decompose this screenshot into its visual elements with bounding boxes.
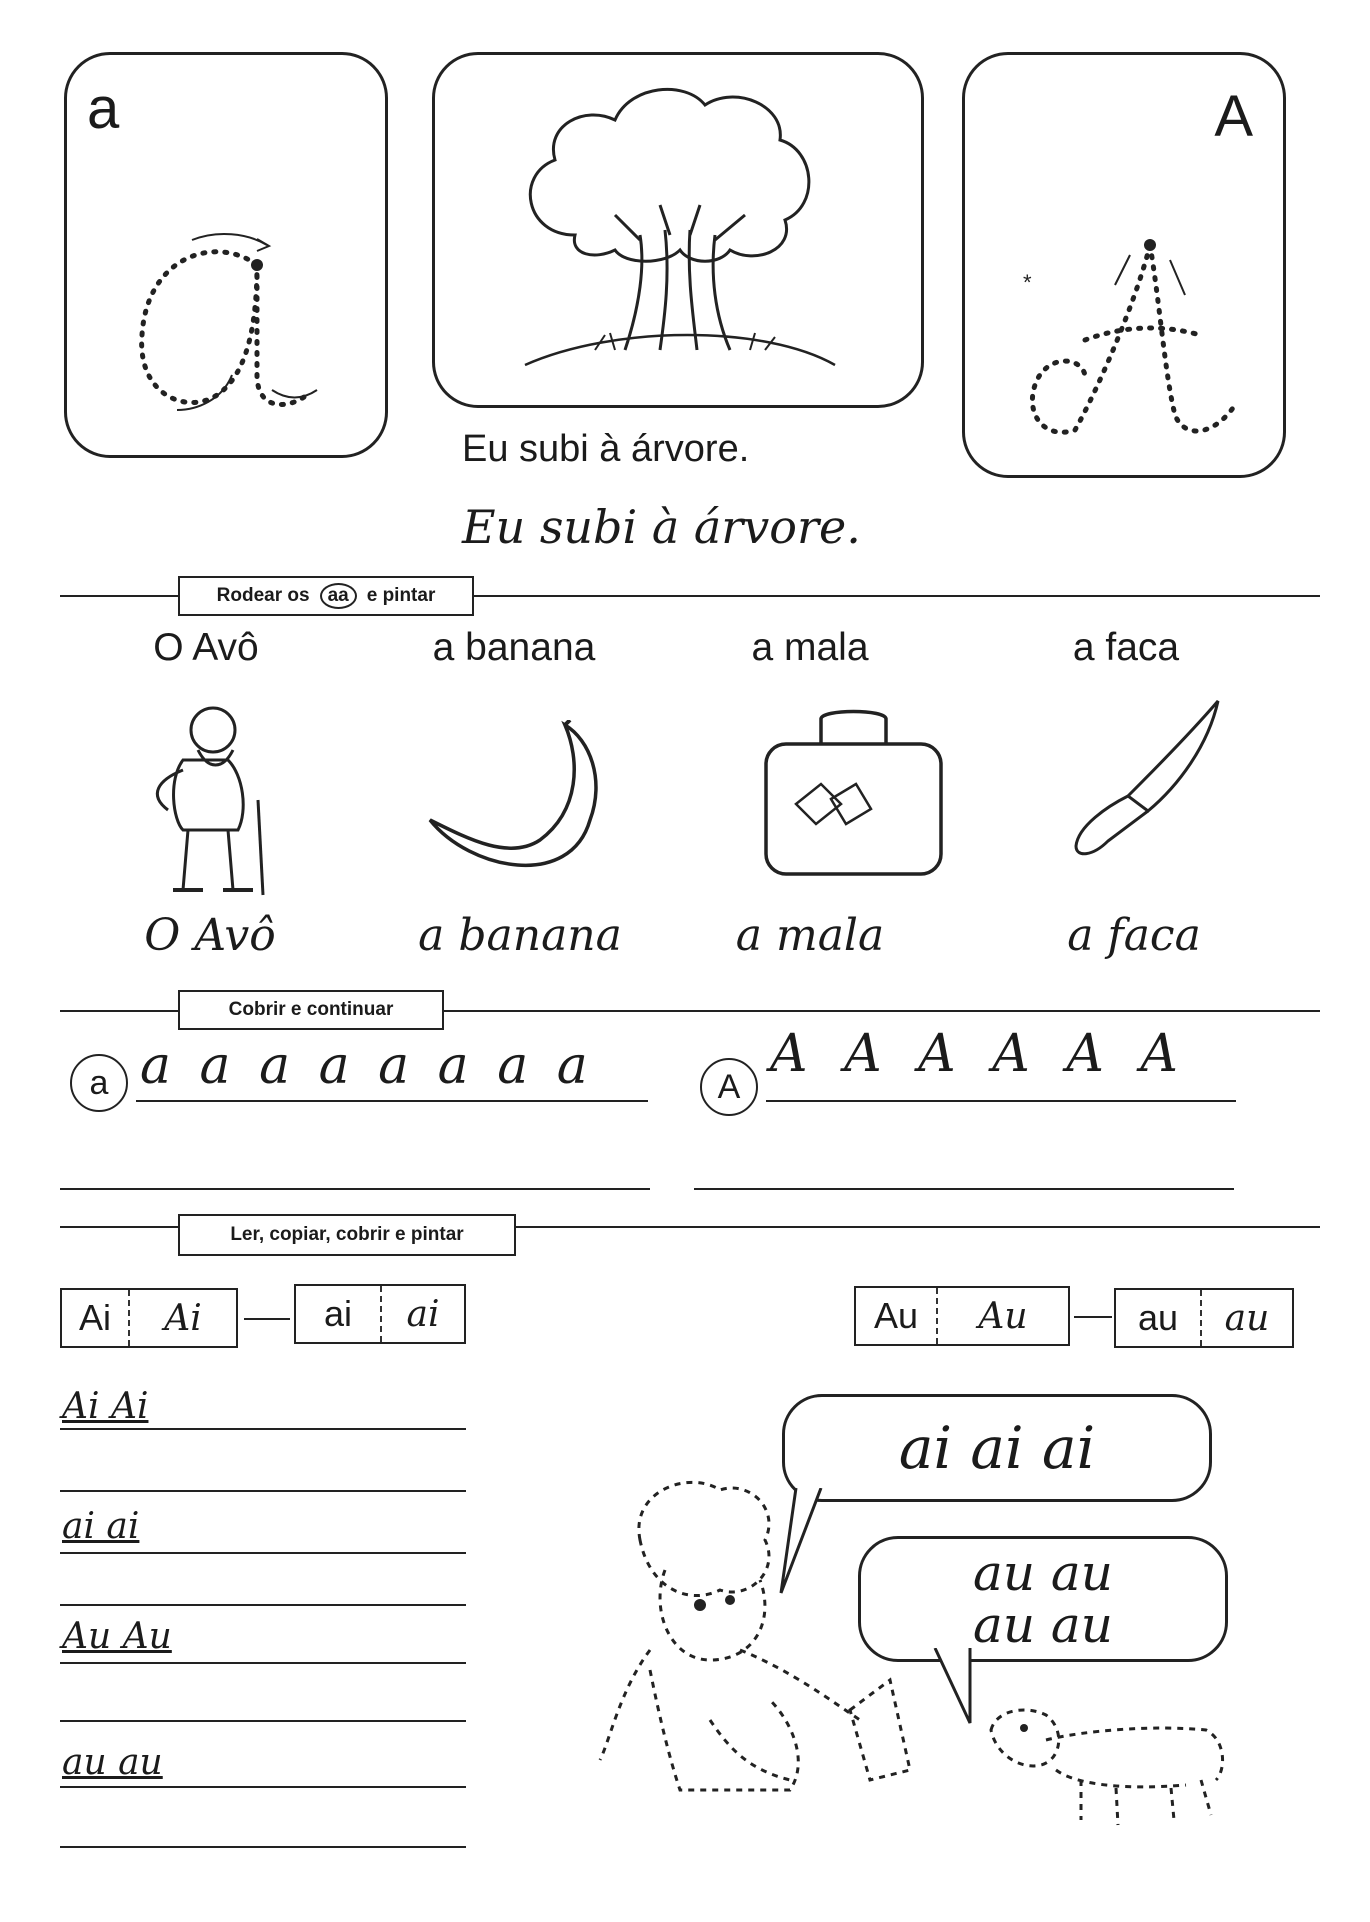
au-lower-pair-box: [1114, 1288, 1294, 1348]
upper-a-tracing-row: A A A A A A: [770, 1024, 1188, 1084]
au-pair-box: [854, 1286, 1070, 1346]
section3-label: Ler, copiar, cobrir e pintar: [178, 1214, 516, 1256]
boy-with-megaphone-icon: [590, 1470, 970, 1810]
ai-pair-box: [60, 1288, 238, 1348]
upper-a-circle: A: [700, 1058, 758, 1116]
uppercase-a-card: [962, 52, 1286, 478]
word-cursive-faca: a faca: [1067, 910, 1201, 961]
word-cursive-banana: a banana: [418, 910, 622, 961]
ai-connector: [244, 1318, 290, 1320]
copy-rule-2a: [60, 1552, 466, 1554]
uppercase-a-print: A: [1214, 84, 1253, 149]
banana-icon: [420, 720, 620, 890]
au-lower-cursive: au: [1200, 1290, 1292, 1346]
word-print-mala: a mala: [751, 626, 869, 669]
svg-text:*: *: [1023, 270, 1032, 295]
ai-lower-cursive: ai: [380, 1286, 464, 1342]
section2-label: Cobrir e continuar: [178, 990, 444, 1030]
tree-icon: [465, 65, 885, 385]
section1-label-before: Rodear os: [216, 585, 310, 606]
copy-rule-4b: [60, 1846, 466, 1848]
ai-lower-pair-box: [294, 1284, 466, 1344]
sentence-print: Eu subi à árvore.: [462, 428, 750, 470]
copy-rule-2b: [60, 1604, 466, 1606]
knife-icon: [1068, 696, 1228, 866]
upper-a-copy-line: [694, 1188, 1234, 1190]
sentence-cursive: Eu subi à árvore.: [462, 500, 861, 554]
dog-speech-text-2: au au: [973, 1596, 1113, 1654]
word-cursive-avo: O Avô: [144, 910, 276, 961]
boy-speech-text: ai ai ai: [898, 1414, 1096, 1482]
au-connector: [1074, 1316, 1112, 1318]
section1-label-circled: aa: [320, 583, 357, 609]
section1-label-after: e pintar: [366, 585, 436, 606]
word-print-avo: O Avô: [153, 626, 259, 669]
lowercase-a-print: a: [87, 76, 120, 141]
lowercase-a-tracing-icon: [107, 225, 357, 435]
lower-a-copy-line: [60, 1188, 650, 1190]
au-cursive: Au: [936, 1288, 1068, 1344]
copy-rule-1b: [60, 1490, 466, 1492]
lowercase-a-card: [64, 52, 388, 458]
copy-rule-1a: [60, 1428, 466, 1430]
copy-rule-3a: [60, 1662, 466, 1664]
dog-speech-text-1: au au: [973, 1544, 1113, 1602]
copy-rule-3b: [60, 1720, 466, 1722]
lower-a-circle: a: [70, 1054, 128, 1112]
ai-lower-print: ai: [323, 1293, 353, 1334]
copy-line-4: au au: [62, 1742, 163, 1783]
ai-print: Ai: [78, 1297, 111, 1338]
lower-a-baseline: [136, 1100, 648, 1102]
tree-picture-card: [432, 52, 924, 408]
word-print-faca: a faca: [1072, 626, 1180, 669]
copy-rule-4a: [60, 1786, 466, 1788]
lower-a-tracing-row: a a a a a a a a: [140, 1036, 594, 1096]
upper-a-baseline: [766, 1100, 1236, 1102]
grandfather-icon: [128, 700, 288, 900]
word-cursive-mala: a mala: [735, 910, 885, 961]
copy-line-1: Ai Ai: [62, 1386, 149, 1427]
dog-icon: [986, 1700, 1236, 1830]
uppercase-a-tracing-icon: [985, 175, 1265, 455]
section1-label: [178, 576, 474, 616]
suitcase-icon: [756, 704, 956, 884]
au-print: Au: [873, 1295, 919, 1336]
copy-line-2: ai ai: [62, 1506, 140, 1547]
copy-line-3: Au Au: [62, 1616, 172, 1657]
au-lower-print: au: [1137, 1297, 1179, 1338]
word-print-banana: a banana: [432, 626, 596, 669]
ai-cursive: Ai: [128, 1290, 236, 1346]
